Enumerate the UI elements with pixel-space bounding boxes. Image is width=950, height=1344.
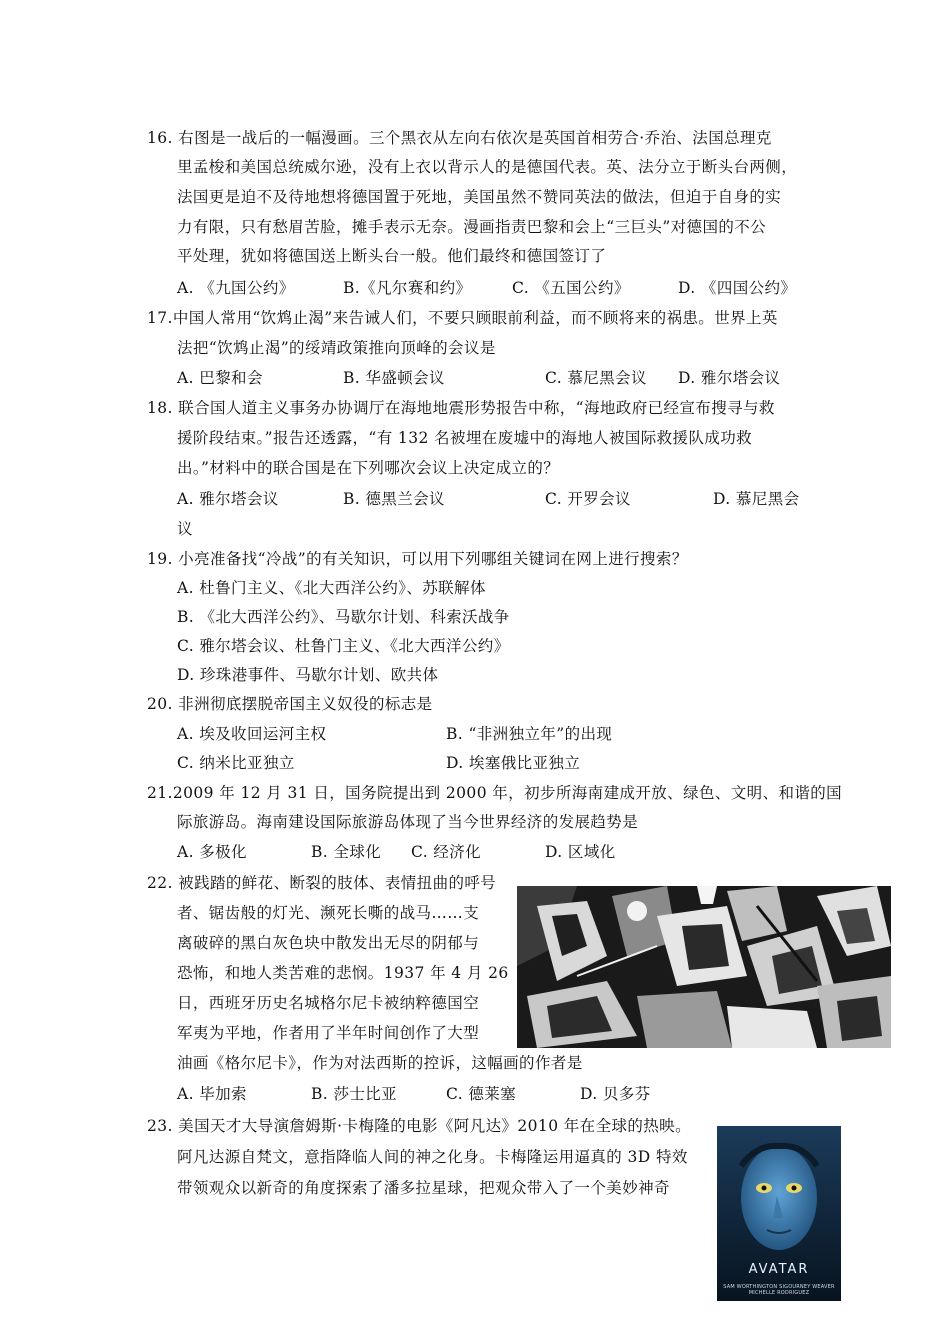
option-c: C. 纳米比亚独立 [177, 754, 295, 772]
question-21-line: 21.2009 年 12 月 31 日，国务院提出到 2000 年，初步所海南建成开放、绿色、文明、和谐的国 [147, 784, 843, 802]
option-d: D. 区域化 [545, 843, 616, 861]
option-d-wrap: 议 [177, 520, 193, 538]
option-c: C. 开罗会议 [545, 490, 631, 508]
option-d: D. 埃塞俄比亚独立 [446, 754, 581, 772]
option-a: A. 埃及收回运河主权 [177, 725, 327, 743]
avatar-poster-title: AVATAR [748, 1262, 810, 1277]
question-23-line: 23. 美国天才大导演詹姆斯·卡梅隆的电影《阿凡达》2010 年在全球的热映。 [147, 1117, 691, 1135]
option-a: A. 雅尔塔会议 [177, 490, 279, 508]
option-c: C. 《五国公约》 [512, 279, 630, 297]
avatar-poster-credits: SAM WORTHINGTON SIGOURNEY WEAVER MICHELLE RODRIGUEZ [723, 1284, 835, 1296]
option-b: B.《凡尔赛和约》 [343, 279, 472, 297]
question-19-line: 19. 小亮准备找“冷战”的有关知识，可以用下列哪组关键词在网上进行搜索？ [147, 550, 688, 568]
question-22-line: 日，西班牙历史名城格尔尼卡被纳粹德国空 [177, 994, 480, 1012]
option-b: B. 莎士比亚 [311, 1085, 398, 1103]
question-17-line: 17.中国人常用“饮鸩止渴”来告诫人们，不要只顾眼前利益，而不顾将来的祸患。世界上英 [147, 309, 778, 327]
question-23-line: 阿凡达源自梵文，意指降临人间的神之化身。卡梅隆运用逼真的 3D 特效 [177, 1148, 688, 1166]
question-20-line: 20. 非洲彻底摆脱帝国主义奴役的标志是 [147, 695, 433, 713]
option-d: D. 《四国公约》 [678, 279, 797, 297]
guernica-illustration [517, 886, 891, 1048]
question-16-line: 里孟梭和美国总统威尔逊，没有上衣以背示人的是德国代表。英、法分立于断头台两侧， [177, 158, 798, 176]
option-c: C. 雅尔塔会议、杜鲁门主义、《北大西洋公约》 [177, 637, 510, 655]
question-16-line: 法国更是迫不及待地想将德国置于死地，美国虽然不赞同英法的做法，但迫于自身的实 [177, 188, 782, 206]
option-d: D. 雅尔塔会议 [678, 369, 781, 387]
question-18-line: 出。”材料中的联合国是在下列哪次会议上决定成立的？ [177, 459, 560, 477]
question-17-line: 法把“饮鸩止渴”的绥靖政策推向顶峰的会议是 [177, 339, 496, 357]
question-16-line: 16. 右图是一战后的一幅漫画。三个黑衣从左向右依次是英国首相劳合·乔治、法国总理克 [147, 129, 772, 147]
question-18-line: 援阶段结束。”报告还透露，“有 132 名被埋在废墟中的海地人被国际救援队成功救 [177, 429, 753, 447]
question-22-line: 离破碎的黑白灰色块中散发出无尽的阴郁与 [177, 934, 480, 952]
question-22-line: 油画《格尔尼卡》，作为对法西斯的控诉，这幅画的作者是 [177, 1054, 583, 1072]
question-23-line: 带领观众以新奇的角度探索了潘多拉星球，把观众带入了一个美妙神奇 [177, 1179, 670, 1197]
question-22-line: 军夷为平地，作者用了半年时间创作了大型 [177, 1024, 480, 1042]
option-c: C. 德莱塞 [446, 1085, 517, 1103]
option-c: C. 慕尼黑会议 [545, 369, 647, 387]
option-a: A. 《九国公约》 [177, 279, 295, 297]
option-d: D. 慕尼黑会 [713, 490, 800, 508]
option-d: D. 珍珠港事件、马歇尔计划、欧共体 [177, 666, 439, 684]
question-22-line: 22. 被践踏的鲜花、断裂的肢体、表情扭曲的呼号 [147, 874, 497, 892]
question-21-line: 际旅游岛。海南建设国际旅游岛体现了当今世界经济的发展趋势是 [177, 813, 639, 831]
option-d: D. 贝多芬 [580, 1085, 651, 1103]
option-a: A. 多极化 [177, 843, 247, 861]
guernica-painting-image [517, 886, 891, 1048]
option-a: A. 巴黎和会 [177, 369, 263, 387]
option-b: B. “非洲独立年”的出现 [446, 725, 613, 743]
option-a: A. 杜鲁门主义、《北大西洋公约》、苏联解体 [177, 579, 486, 597]
avatar-poster-image [717, 1126, 841, 1301]
question-18-line: 18. 联合国人道主义事务办协调厅在海地地震形势报告中称，“海地政府已经宣布搜寻与救 [147, 399, 775, 417]
question-22-line: 恐怖，和地人类苦难的悲悯。1937 年 4 月 26 [177, 964, 509, 982]
option-b: B. 全球化 [311, 843, 382, 861]
option-a: A. 毕加索 [177, 1085, 247, 1103]
option-b: B. 华盛顿会议 [343, 369, 445, 387]
option-c: C. 经济化 [411, 843, 482, 861]
option-b: B. 德黑兰会议 [343, 490, 445, 508]
option-b: B. 《北大西洋公约》、马歇尔计划、科索沃战争 [177, 608, 510, 626]
question-22-line: 者、锯齿般的灯光、濒死长嘶的战马……支 [177, 904, 480, 922]
question-16-line: 平处理，犹如将德国送上断头台一般。他们最终和德国签订了 [177, 247, 607, 265]
question-16-line: 力有限，只有愁眉苦脸，摊手表示无奈。漫画指责巴黎和会上“三巨头”对德国的不公 [177, 218, 767, 236]
